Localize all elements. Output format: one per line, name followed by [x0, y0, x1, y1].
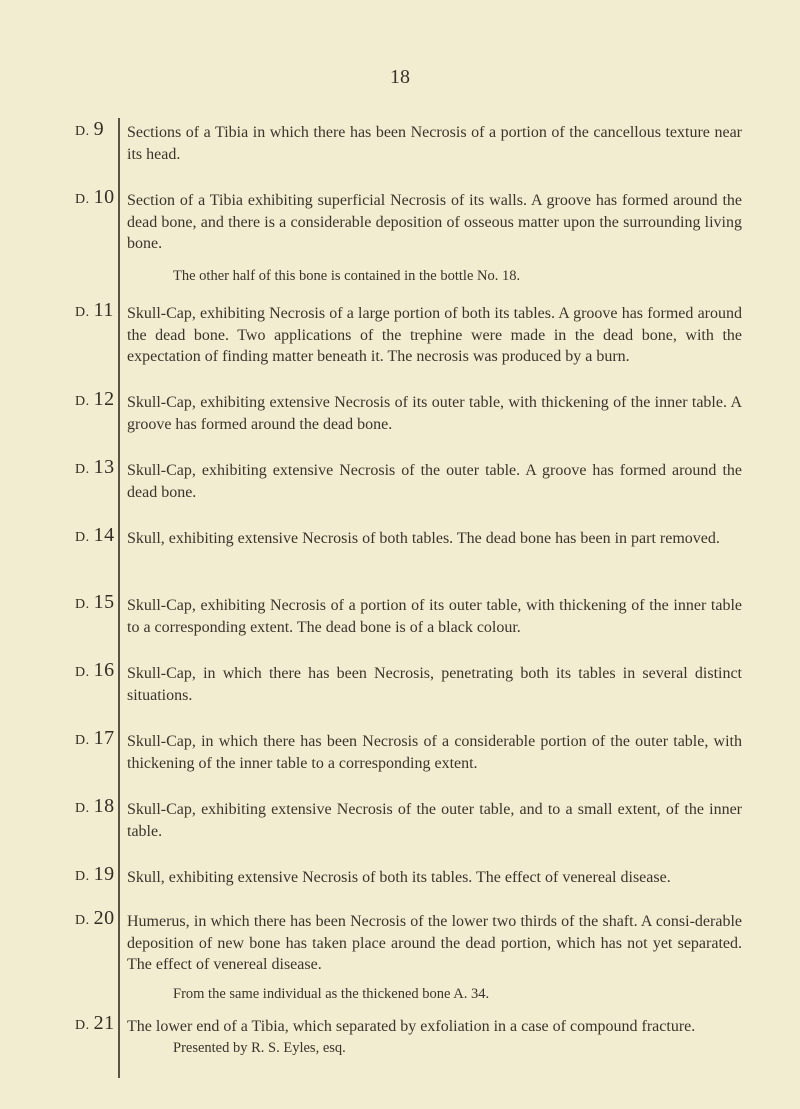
entry-description: Humerus, in which there has been Necrosis of the lower two thirds of the shaft. A consi-derable deposition of new bone has taken place around the dead portion, which has not yet separated. The effect of venereal disease. [127, 913, 742, 973]
entry-note: The other half of this bone is contained in the bottle No. 18. [173, 268, 521, 284]
entry-label: D. 19 [75, 863, 115, 885]
entry-description: Skull-Cap, in which there has been Necrosis, penetrating both its tables in several distinct situations. [127, 665, 742, 704]
entry-label: D. 18 [75, 795, 115, 817]
entry-description: The lower end of a Tibia, which separated by exfoliation in a case of compound fracture. [127, 1018, 696, 1035]
entry-note: Presented by R. S. Eyles, esq. [173, 1040, 346, 1056]
entry-description: Skull-Cap, exhibiting extensive Necrosis of its outer table, with thickening of the inner table. A groove has formed around the dead bone. [127, 394, 742, 433]
entry-label: D. 11 [75, 299, 114, 321]
entry-description: Sections of a Tibia in which there has been Necrosis of a portion of the cancellous texture near its head. [127, 124, 742, 163]
entry-description: Skull-Cap, in which there has been Necrosis of a considerable portion of the outer table, with thickening of the inner table to a corresponding extent. [127, 733, 742, 772]
entry-description: Skull, exhibiting extensive Necrosis of both tables. The dead bone has been in part removed. [127, 530, 720, 547]
entry-label: D. 20 [75, 907, 115, 929]
entry-label: D. 14 [75, 524, 115, 546]
entry-label: D. 13 [75, 456, 115, 478]
entry-label: D. 10 [75, 186, 115, 208]
entry-label: D. 12 [75, 388, 115, 410]
entry-description: Skull-Cap, exhibiting Necrosis of a large portion of both its tables. A groove has formed around the dead bone. Two applications of the trephine were made in the dead bone, with the expectation of finding matter beneath it. The necrosis was produced by a burn. [127, 305, 742, 365]
entry-description: Skull-Cap, exhibiting Necrosis of a portion of its outer table, with thickening of the inner table to a corresponding extent. The dead bone is of a black colour. [127, 597, 742, 636]
entry-note: From the same individual as the thickened bone A. 34. [173, 986, 490, 1002]
page-number: 18 [390, 66, 410, 88]
entry-label: D. 21 [75, 1012, 115, 1034]
entry-description: Section of a Tibia exhibiting superficial Necrosis of its walls. A groove has formed around the dead bone, and there is a considerable deposition of osseous matter upon the surrounding living bone. [127, 192, 742, 252]
entry-description: Skull-Cap, exhibiting extensive Necrosis of the outer table, and to a small extent, of the inner table. [127, 801, 742, 840]
entry-label: D. 15 [75, 591, 115, 613]
entry-label: D. 9 [75, 118, 105, 140]
entry-label: D. 16 [75, 659, 115, 681]
entry-description: Skull, exhibiting extensive Necrosis of both its tables. The effect of venereal disease. [127, 869, 671, 886]
entry-label: D. 17 [75, 727, 115, 749]
entry-description: Skull-Cap, exhibiting extensive Necrosis of the outer table. A groove has formed around the dead bone. [127, 462, 742, 501]
margin-rule [118, 118, 120, 1078]
